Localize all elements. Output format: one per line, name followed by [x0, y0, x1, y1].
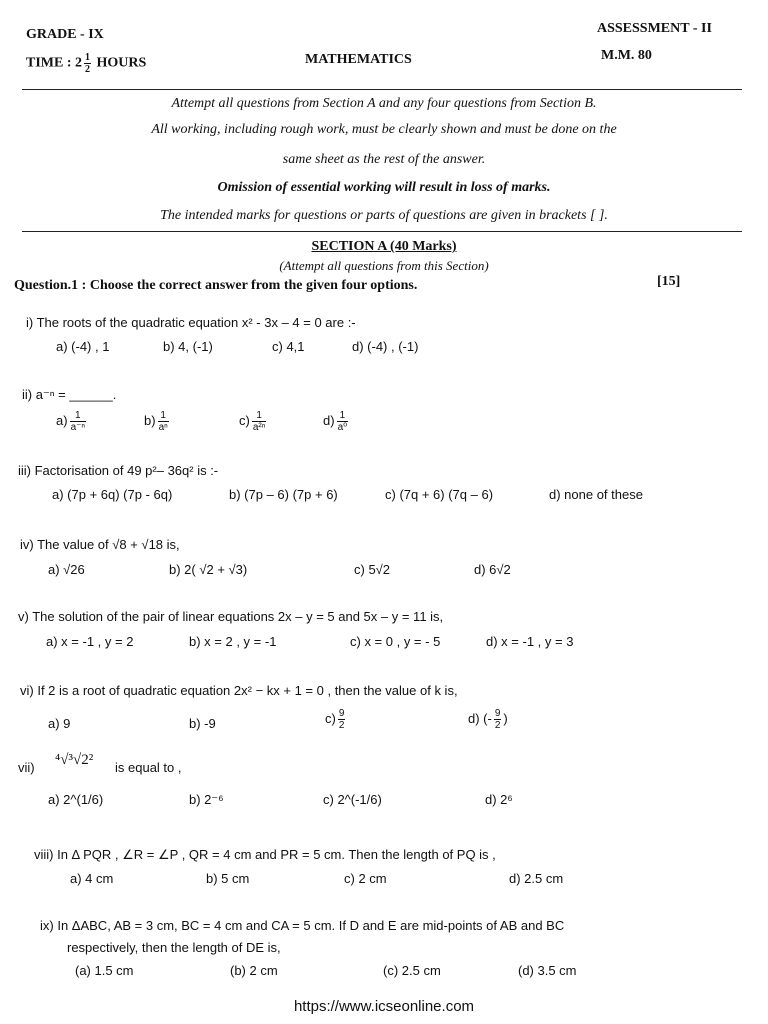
option-b-fraction: $\frac{1}{\text{aⁿ}}$ — [158, 410, 168, 433]
question-i-option-b: b) 4, (-1) — [163, 339, 213, 354]
question-viii-option-a: a) 4 cm — [70, 871, 114, 886]
question-v-option-a: a) x = -1 , y = 2 — [46, 634, 134, 649]
max-marks-label: M.M. 80 — [601, 48, 652, 63]
question-v-text: v) The solution of the pair of linear equations 2x – y = 5 and 5x – y = 11 is, — [18, 609, 444, 624]
question-vi-option-d: d) (- $\frac{9}{2}$ ) — [468, 708, 508, 731]
option-d-fraction: $\frac{1}{\text{a⁰}}$ — [337, 410, 348, 433]
question-v-option-b: b) x = 2 , y = -1 — [189, 634, 277, 649]
question-ii-option-c: c) $\frac{1}{\text{a²ⁿ}}$ — [239, 410, 266, 433]
section-title: SECTION A (40 Marks) — [311, 239, 457, 254]
header-divider — [22, 89, 742, 90]
question-i-option-a: a) (-4) , 1 — [56, 339, 110, 354]
question-ix-option-d: (d) 3.5 cm — [518, 963, 577, 978]
time-fraction: $\frac{1}{2}$ — [85, 52, 90, 75]
question-vi-option-b: b) -9 — [189, 716, 216, 731]
time-label: TIME : 2 $\frac{1}{2}$ HOURS — [26, 52, 147, 75]
question-vii-text: is equal to , — [115, 760, 182, 775]
question-iii-option-c: c) (7q + 6) (7q – 6) — [385, 487, 494, 502]
question-iv-text: iv) The value of √8 + √18 is, — [20, 537, 180, 552]
section-subtitle: (Attempt all questions from this Section) — [279, 258, 489, 273]
assessment-label: ASSESSMENT - II — [597, 21, 712, 36]
question-iii-option-d: d) none of these — [549, 487, 643, 502]
question-i-option-c: c) 4,1 — [272, 339, 305, 354]
question-viii-option-d: d) 2.5 cm — [509, 871, 564, 886]
option-c-fraction: $\frac{1}{\text{a²ⁿ}}$ — [252, 410, 266, 433]
question-vii-option-a: a) 2^(1/6) — [48, 792, 104, 807]
grade-label: GRADE - IX — [26, 27, 104, 42]
question-vi-option-a: a) 9 — [48, 716, 71, 731]
question-ii-option-b: b) $\frac{1}{\text{aⁿ}}$ — [144, 410, 168, 433]
question-iv-option-b: b) 2( √2 + √3) — [169, 562, 248, 577]
question-viii-text: viii) In Δ PQR , ∠R = ∠P , QR = 4 cm and PR = 5 cm. Then the length of PQ is , — [34, 847, 496, 862]
question-ii-option-d: d) $\frac{1}{\text{a⁰}}$ — [323, 410, 348, 433]
question-ii-text: ii) a⁻ⁿ = ______. — [22, 387, 117, 402]
question-ix-option-b: (b) 2 cm — [230, 963, 278, 978]
instruction-line-2: All working, including rough work, must be clearly shown and must be done on the — [151, 122, 617, 137]
question-ii-option-a: a) $\frac{1}{\text{a⁻ⁿ}}$ — [56, 410, 86, 433]
question-v-option-d: d) x = -1 , y = 3 — [486, 634, 574, 649]
instruction-line-1: Attempt all questions from Section A and any four questions from Section B. — [171, 96, 597, 111]
question-i-option-d: d) (-4) , (-1) — [352, 339, 419, 354]
instructions-divider — [22, 231, 742, 232]
question-vii-option-d: d) 2⁶ — [485, 792, 513, 807]
question-vii-label: vii) — [18, 760, 35, 775]
question-iv-option-c: c) 5√2 — [354, 562, 391, 577]
instruction-line-4: Omission of essential working will result in loss of marks. — [217, 180, 551, 195]
question-1-label: Question.1 : Choose the correct answer from the given four options. — [14, 278, 418, 293]
question-ix-text-line-2: respectively, then the length of DE is, — [67, 940, 281, 955]
question-i-text: i) The roots of the quadratic equation x² - 3x – 4 = 0 are :- — [26, 315, 356, 330]
instruction-line-5: The intended marks for questions or parts of questions are given in brackets [ ]. — [160, 208, 608, 223]
question-viii-option-b: b) 5 cm — [206, 871, 250, 886]
question-ix-option-a: (a) 1.5 cm — [75, 963, 134, 978]
option-c-fraction: $\frac{9}{2}$ — [338, 708, 345, 731]
subject-title: MATHEMATICS — [305, 52, 412, 67]
question-ix-option-c: (c) 2.5 cm — [383, 963, 441, 978]
question-viii-option-c: c) 2 cm — [344, 871, 387, 886]
question-iii-text: iii) Factorisation of 49 p²– 36q² is :- — [18, 463, 219, 478]
question-1-marks: [15] — [657, 274, 681, 289]
question-iv-option-a: a) √26 — [48, 562, 85, 577]
footer-url[interactable]: https://www.icseonline.com — [293, 998, 475, 1015]
question-iii-option-a: a) (7p + 6q) (7p - 6q) — [52, 487, 173, 502]
question-vi-option-c: c) $\frac{9}{2}$ — [325, 708, 345, 731]
question-iv-option-d: d) 6√2 — [474, 562, 511, 577]
question-v-option-c: c) x = 0 , y = - 5 — [350, 634, 441, 649]
option-d-fraction: $\frac{9}{2}$ — [494, 708, 501, 731]
instruction-line-3: same sheet as the rest of the answer. — [282, 152, 486, 167]
question-vii-option-c: c) 2^(-1/6) — [323, 792, 382, 807]
question-ix-text-line-1: ix) In ΔABC, AB = 3 cm, BC = 4 cm and CA = 5 cm. If D and E are mid-points of AB and BC — [40, 918, 565, 933]
option-a-fraction: $\frac{1}{\text{a⁻ⁿ}}$ — [70, 410, 86, 433]
question-vii-option-b: b) 2⁻⁶ — [189, 792, 224, 807]
question-iii-option-b: b) (7p – 6) (7p + 6) — [229, 487, 338, 502]
question-vii-expression: ⁴√³√2² — [55, 752, 94, 768]
question-vi-text: vi) If 2 is a root of quadratic equation 2x² − kx + 1 = 0 , then the value of k is, — [20, 683, 458, 698]
